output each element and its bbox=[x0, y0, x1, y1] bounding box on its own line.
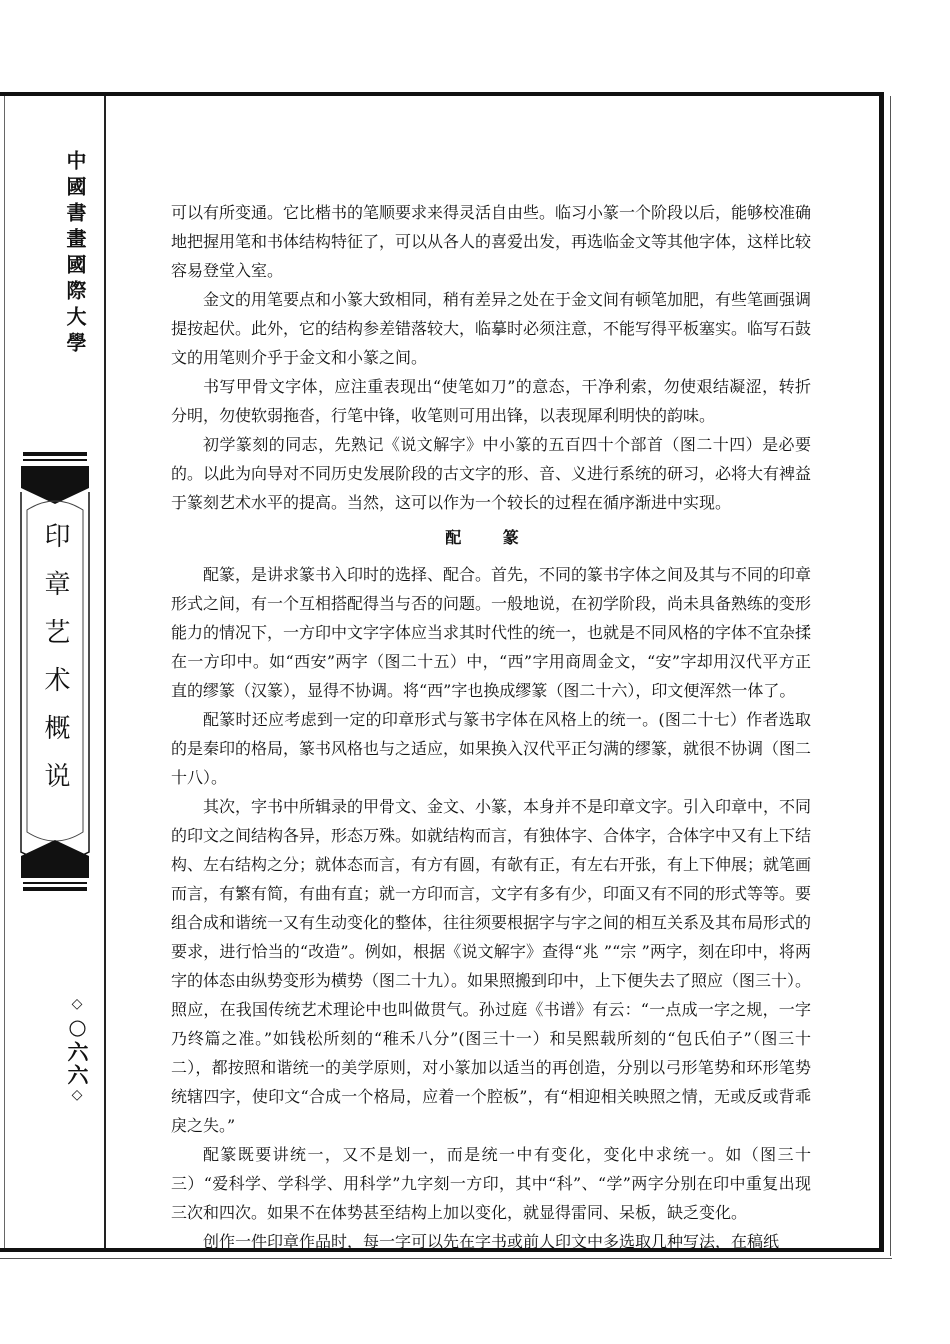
main-text bbox=[171, 198, 811, 1256]
frame-right-shadow-line bbox=[890, 96, 891, 1256]
paragraph: 可以有所变通。它比楷书的笔顺要求来得灵活自由些。临习小篆一个阶段以后，能够校准确地把握用笔和书体结构特征了，可以从各人的喜爱出发，再选临金文等其他字体，这样比较容易登堂入室。 bbox=[171, 203, 812, 280]
frame-top-border bbox=[0, 92, 884, 96]
paragraph: 金文的用笔要点和小篆大致相同，稍有差异之处在于金文间有顿笔加肥，有些笔画强调提按起伏。此外，它的结构参差错落较大，临摹时必须注意，不能写得平板塞实。临写石鼓文的用笔则介乎于金文和小篆之间。 bbox=[171, 290, 812, 367]
diamond-icon: ◇ bbox=[69, 996, 85, 1014]
book-title-block bbox=[17, 452, 93, 892]
spine-inner-line bbox=[104, 96, 106, 1248]
paragraph: 配篆时还应考虑到一定的印章形式与篆书字体在风格上的统一。(图二十七）作者选取的是秦印的格局，篆书风格也与之适应，如果换入汉代平正匀满的缪篆，就很不协调（图二十八）。 bbox=[171, 710, 812, 787]
frame-bottom-shadow-line bbox=[0, 1258, 892, 1259]
paragraph: 初学篆刻的同志，先熟记《说文解字》中小篆的五百四十个部首（图二十四）是必要的。以此为向导对不同历史发展阶段的古文字的形、音、义进行系统的研习，必将大有裨益于篆刻艺术水平的提高。当然，这可以作为一个较长的过程在循序渐进中实现。 bbox=[171, 435, 812, 512]
paragraph: 创作一件印章作品时，每一字可以先在字书或前人印文中多选取几种写法，在稿纸 bbox=[203, 1232, 780, 1251]
paragraph: 配篆既要讲统一，又不是划一，而是统一中有变化，变化中求统一。如（图三十三）“爱科学、学科学、用科学”九字刻一方印，其中“科”、“学”两字分别在印中重复出现三次和四次。如果不在体势甚至结构上加以变化，就显得雷同、呆板，缺乏变化。 bbox=[171, 1145, 811, 1222]
section-heading: 配 篆 bbox=[445, 528, 537, 547]
page-number-text: ○六六 bbox=[65, 1014, 90, 1087]
page-number bbox=[62, 996, 92, 1105]
spine-outer-line bbox=[4, 96, 5, 1248]
series-title: 中國書畫國際大學 bbox=[63, 150, 87, 358]
frame-right-border bbox=[879, 92, 884, 1252]
diamond-icon: ◇ bbox=[69, 1087, 85, 1105]
paragraph: 配篆，是讲求篆书入印时的选择、配合。首先，不同的篆书字体之间及其与不同的印章形式之间，有一个互相搭配得当与否的问题。一般地说，在初学阶段，尚未具备熟练的变形能力的情况下，一方印中文字字体应当求其时代性的统一，也就是不同风格的字体不宜杂揉在一方印中。如“西安”两字（图二十五）中，“西”字用商周金文，“安”字却用汉代平方正直的缪篆（汉篆），显得不协调。将“西”字也换成缪篆（图二十六），印文便浑然一体了。 bbox=[171, 565, 812, 700]
book-title: 印章艺术概说 bbox=[40, 522, 70, 810]
paragraph: 其次，字书中所辑录的甲骨文、金文、小篆，本身并不是印章文字。引入印章中，不同的印文之间结构各异，形态万殊。如就结构而言，有独体字、合体字，合体字中又有上下结构、左右结构之分；就体态而言，有方有圆，有欹有正，有左右开张，有上下伸展；就笔画而言，有繁有简，有曲有直；就一方印而言，文字有多有少，印面又有不同的形式等等。要组合成和谐统一又有生动变化的整体，往往须要根据字与字之间的相互关系及其布局形式的要求，进行恰当的“改造”。例如，根据《说文解字》查得“兆 ”“宗 ”两字，刻在印中，将两字的体态由纵势变形为横势（图二十九）。如果照搬到印中，上下便失去了照应（图三十）。照应，在我国传统艺术理论中也叫做贯气。孙过庭《书谱》有云：“一点成一字之规，一字乃终篇之准。”如钱松所刻的“稚禾八分”(图三十一）和吴熙载所刻的“包氏伯子”（图三十二），都按照和谐统一的美学原则，对小篆加以适当的再创造，分别以弓形笔势和环形笔势统辖四字，使印文“合成一个格局，应着一个腔板”，有“相迎相关映照之情，无或反或背乖戾之失。” bbox=[171, 797, 812, 1135]
paragraph: 书写甲骨文字体，应注重表现出“使笔如刀”的意态，干净利索，勿使艰结凝涩，转折分明，勿使软弱拖沓，行笔中锋，收笔则可用出锋，以表现犀利明快的韵味。 bbox=[171, 377, 811, 425]
